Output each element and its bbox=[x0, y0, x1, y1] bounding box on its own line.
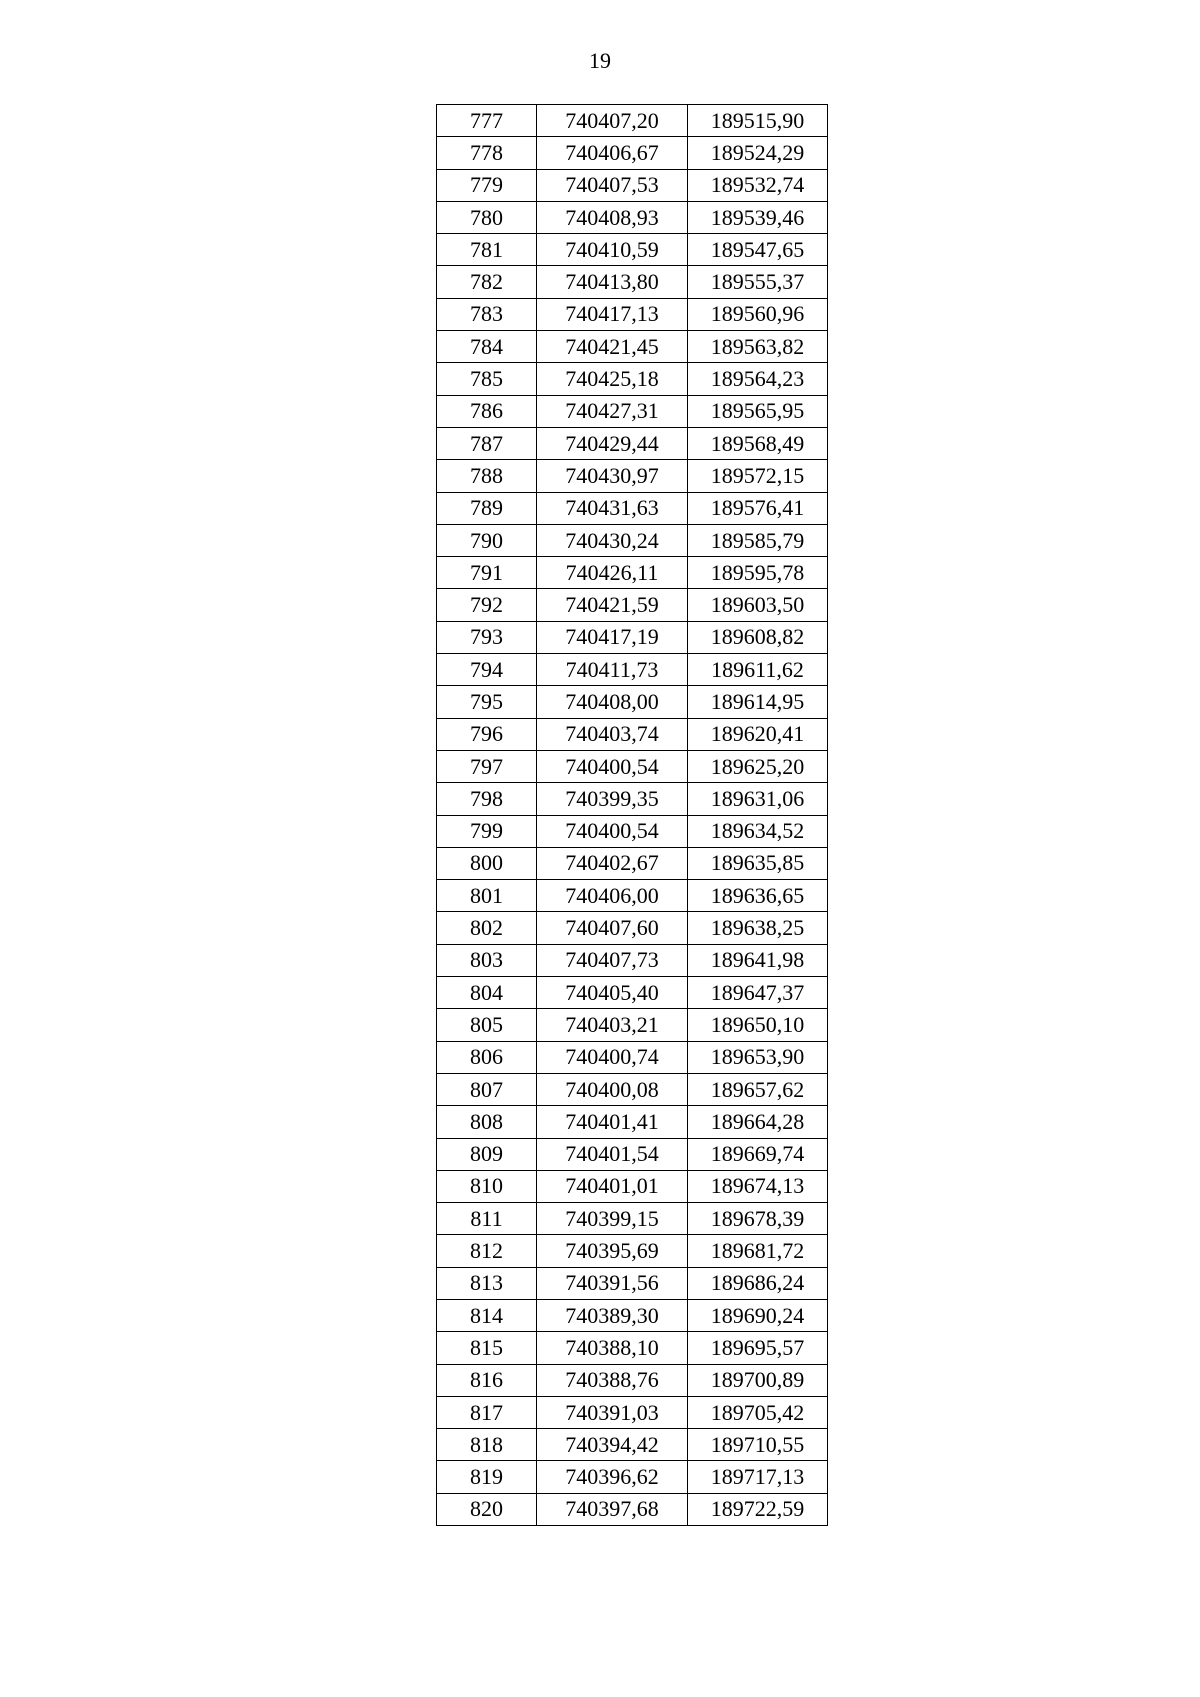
table-row bbox=[437, 427, 828, 459]
table-row bbox=[437, 1041, 828, 1073]
x-coordinate-cell: 740407,53 bbox=[537, 169, 688, 201]
y-coordinate-cell: 189568,49 bbox=[688, 427, 828, 459]
coordinates-table-body bbox=[437, 105, 828, 1526]
table-row bbox=[437, 1106, 828, 1138]
x-coordinate-cell: 740407,73 bbox=[537, 944, 688, 976]
point-number-cell: 812 bbox=[437, 1235, 537, 1267]
y-coordinate-cell: 189700,89 bbox=[688, 1364, 828, 1396]
y-coordinate-cell: 189631,06 bbox=[688, 783, 828, 815]
table-row bbox=[437, 1461, 828, 1493]
y-coordinate-cell: 189547,65 bbox=[688, 234, 828, 266]
x-coordinate-cell: 740389,30 bbox=[537, 1299, 688, 1331]
x-coordinate-cell: 740417,19 bbox=[537, 621, 688, 653]
y-coordinate-cell: 189710,55 bbox=[688, 1429, 828, 1461]
table-row bbox=[437, 105, 828, 137]
y-coordinate-cell: 189539,46 bbox=[688, 201, 828, 233]
x-coordinate-cell: 740406,67 bbox=[537, 137, 688, 169]
y-coordinate-cell: 189576,41 bbox=[688, 492, 828, 524]
x-coordinate-cell: 740401,54 bbox=[537, 1138, 688, 1170]
point-number-cell: 805 bbox=[437, 1009, 537, 1041]
point-number-cell: 820 bbox=[437, 1493, 537, 1525]
point-number-cell: 789 bbox=[437, 492, 537, 524]
y-coordinate-cell: 189641,98 bbox=[688, 944, 828, 976]
y-coordinate-cell: 189717,13 bbox=[688, 1461, 828, 1493]
x-coordinate-cell: 740413,80 bbox=[537, 266, 688, 298]
point-number-cell: 788 bbox=[437, 460, 537, 492]
table-row bbox=[437, 1073, 828, 1105]
x-coordinate-cell: 740401,41 bbox=[537, 1106, 688, 1138]
table-row bbox=[437, 815, 828, 847]
table-row bbox=[437, 880, 828, 912]
x-coordinate-cell: 740403,21 bbox=[537, 1009, 688, 1041]
point-number-cell: 796 bbox=[437, 718, 537, 750]
table-row bbox=[437, 234, 828, 266]
y-coordinate-cell: 189695,57 bbox=[688, 1332, 828, 1364]
x-coordinate-cell: 740396,62 bbox=[537, 1461, 688, 1493]
x-coordinate-cell: 740399,35 bbox=[537, 783, 688, 815]
point-number-cell: 792 bbox=[437, 589, 537, 621]
point-number-cell: 793 bbox=[437, 621, 537, 653]
y-coordinate-cell: 189585,79 bbox=[688, 524, 828, 556]
point-number-cell: 786 bbox=[437, 395, 537, 427]
x-coordinate-cell: 740391,03 bbox=[537, 1396, 688, 1428]
point-number-cell: 809 bbox=[437, 1138, 537, 1170]
point-number-cell: 816 bbox=[437, 1364, 537, 1396]
table-row bbox=[437, 1364, 828, 1396]
table-row bbox=[437, 1203, 828, 1235]
y-coordinate-cell: 189674,13 bbox=[688, 1170, 828, 1202]
y-coordinate-cell: 189515,90 bbox=[688, 105, 828, 137]
x-coordinate-cell: 740403,74 bbox=[537, 718, 688, 750]
table-row bbox=[437, 363, 828, 395]
table-row bbox=[437, 1267, 828, 1299]
point-number-cell: 803 bbox=[437, 944, 537, 976]
y-coordinate-cell: 189608,82 bbox=[688, 621, 828, 653]
point-number-cell: 799 bbox=[437, 815, 537, 847]
point-number-cell: 801 bbox=[437, 880, 537, 912]
x-coordinate-cell: 740397,68 bbox=[537, 1493, 688, 1525]
point-number-cell: 785 bbox=[437, 363, 537, 395]
y-coordinate-cell: 189722,59 bbox=[688, 1493, 828, 1525]
x-coordinate-cell: 740429,44 bbox=[537, 427, 688, 459]
y-coordinate-cell: 189611,62 bbox=[688, 654, 828, 686]
x-coordinate-cell: 740402,67 bbox=[537, 847, 688, 879]
point-number-cell: 814 bbox=[437, 1299, 537, 1331]
table-row bbox=[437, 912, 828, 944]
point-number-cell: 798 bbox=[437, 783, 537, 815]
x-coordinate-cell: 740430,24 bbox=[537, 524, 688, 556]
y-coordinate-cell: 189657,62 bbox=[688, 1073, 828, 1105]
x-coordinate-cell: 740394,42 bbox=[537, 1429, 688, 1461]
x-coordinate-cell: 740407,20 bbox=[537, 105, 688, 137]
table-row bbox=[437, 1332, 828, 1364]
x-coordinate-cell: 740425,18 bbox=[537, 363, 688, 395]
table-row bbox=[437, 589, 828, 621]
point-number-cell: 795 bbox=[437, 686, 537, 718]
x-coordinate-cell: 740426,11 bbox=[537, 557, 688, 589]
point-number-cell: 791 bbox=[437, 557, 537, 589]
x-coordinate-cell: 740427,31 bbox=[537, 395, 688, 427]
point-number-cell: 808 bbox=[437, 1106, 537, 1138]
y-coordinate-cell: 189532,74 bbox=[688, 169, 828, 201]
table-row bbox=[437, 524, 828, 556]
point-number-cell: 811 bbox=[437, 1203, 537, 1235]
point-number-cell: 777 bbox=[437, 105, 537, 137]
y-coordinate-cell: 189625,20 bbox=[688, 750, 828, 782]
table-row bbox=[437, 557, 828, 589]
y-coordinate-cell: 189603,50 bbox=[688, 589, 828, 621]
table-row bbox=[437, 1138, 828, 1170]
coordinates-table bbox=[436, 104, 828, 1526]
point-number-cell: 817 bbox=[437, 1396, 537, 1428]
table-row bbox=[437, 977, 828, 1009]
y-coordinate-cell: 189564,23 bbox=[688, 363, 828, 395]
table-row bbox=[437, 331, 828, 363]
table-row bbox=[437, 395, 828, 427]
x-coordinate-cell: 740430,97 bbox=[537, 460, 688, 492]
point-number-cell: 802 bbox=[437, 912, 537, 944]
y-coordinate-cell: 189650,10 bbox=[688, 1009, 828, 1041]
point-number-cell: 779 bbox=[437, 169, 537, 201]
y-coordinate-cell: 189565,95 bbox=[688, 395, 828, 427]
y-coordinate-cell: 189705,42 bbox=[688, 1396, 828, 1428]
point-number-cell: 787 bbox=[437, 427, 537, 459]
table-row bbox=[437, 298, 828, 330]
y-coordinate-cell: 189620,41 bbox=[688, 718, 828, 750]
x-coordinate-cell: 740400,54 bbox=[537, 815, 688, 847]
y-coordinate-cell: 189572,15 bbox=[688, 460, 828, 492]
point-number-cell: 790 bbox=[437, 524, 537, 556]
table-row bbox=[437, 1396, 828, 1428]
x-coordinate-cell: 740421,45 bbox=[537, 331, 688, 363]
y-coordinate-cell: 189686,24 bbox=[688, 1267, 828, 1299]
table-row bbox=[437, 1235, 828, 1267]
x-coordinate-cell: 740417,13 bbox=[537, 298, 688, 330]
x-coordinate-cell: 740395,69 bbox=[537, 1235, 688, 1267]
y-coordinate-cell: 189524,29 bbox=[688, 137, 828, 169]
x-coordinate-cell: 740401,01 bbox=[537, 1170, 688, 1202]
y-coordinate-cell: 189634,52 bbox=[688, 815, 828, 847]
point-number-cell: 815 bbox=[437, 1332, 537, 1364]
table-row bbox=[437, 460, 828, 492]
table-row bbox=[437, 1170, 828, 1202]
point-number-cell: 778 bbox=[437, 137, 537, 169]
x-coordinate-cell: 740408,93 bbox=[537, 201, 688, 233]
page-number: 19 bbox=[589, 48, 611, 73]
table-row bbox=[437, 944, 828, 976]
point-number-cell: 804 bbox=[437, 977, 537, 1009]
x-coordinate-cell: 740400,74 bbox=[537, 1041, 688, 1073]
table-row bbox=[437, 847, 828, 879]
table-row bbox=[437, 1009, 828, 1041]
y-coordinate-cell: 189555,37 bbox=[688, 266, 828, 298]
x-coordinate-cell: 740388,76 bbox=[537, 1364, 688, 1396]
y-coordinate-cell: 189638,25 bbox=[688, 912, 828, 944]
table-row bbox=[437, 492, 828, 524]
y-coordinate-cell: 189595,78 bbox=[688, 557, 828, 589]
table-row bbox=[437, 750, 828, 782]
table-row bbox=[437, 201, 828, 233]
table-row bbox=[437, 137, 828, 169]
y-coordinate-cell: 189614,95 bbox=[688, 686, 828, 718]
y-coordinate-cell: 189560,96 bbox=[688, 298, 828, 330]
point-number-cell: 806 bbox=[437, 1041, 537, 1073]
table-row bbox=[437, 718, 828, 750]
y-coordinate-cell: 189669,74 bbox=[688, 1138, 828, 1170]
point-number-cell: 819 bbox=[437, 1461, 537, 1493]
point-number-cell: 784 bbox=[437, 331, 537, 363]
table-row bbox=[437, 1429, 828, 1461]
x-coordinate-cell: 740405,40 bbox=[537, 977, 688, 1009]
y-coordinate-cell: 189636,65 bbox=[688, 880, 828, 912]
y-coordinate-cell: 189635,85 bbox=[688, 847, 828, 879]
point-number-cell: 781 bbox=[437, 234, 537, 266]
point-number-cell: 794 bbox=[437, 654, 537, 686]
x-coordinate-cell: 740391,56 bbox=[537, 1267, 688, 1299]
y-coordinate-cell: 189664,28 bbox=[688, 1106, 828, 1138]
x-coordinate-cell: 740399,15 bbox=[537, 1203, 688, 1235]
x-coordinate-cell: 740421,59 bbox=[537, 589, 688, 621]
point-number-cell: 800 bbox=[437, 847, 537, 879]
x-coordinate-cell: 740410,59 bbox=[537, 234, 688, 266]
table-row bbox=[437, 686, 828, 718]
table-row bbox=[437, 169, 828, 201]
y-coordinate-cell: 189653,90 bbox=[688, 1041, 828, 1073]
point-number-cell: 797 bbox=[437, 750, 537, 782]
point-number-cell: 783 bbox=[437, 298, 537, 330]
y-coordinate-cell: 189647,37 bbox=[688, 977, 828, 1009]
point-number-cell: 782 bbox=[437, 266, 537, 298]
table-row bbox=[437, 1493, 828, 1525]
y-coordinate-cell: 189690,24 bbox=[688, 1299, 828, 1331]
x-coordinate-cell: 740411,73 bbox=[537, 654, 688, 686]
point-number-cell: 818 bbox=[437, 1429, 537, 1461]
table-row bbox=[437, 621, 828, 653]
point-number-cell: 780 bbox=[437, 201, 537, 233]
y-coordinate-cell: 189681,72 bbox=[688, 1235, 828, 1267]
table-row bbox=[437, 783, 828, 815]
point-number-cell: 813 bbox=[437, 1267, 537, 1299]
point-number-cell: 810 bbox=[437, 1170, 537, 1202]
table-row bbox=[437, 1299, 828, 1331]
x-coordinate-cell: 740407,60 bbox=[537, 912, 688, 944]
x-coordinate-cell: 740400,08 bbox=[537, 1073, 688, 1105]
x-coordinate-cell: 740400,54 bbox=[537, 750, 688, 782]
point-number-cell: 807 bbox=[437, 1073, 537, 1105]
y-coordinate-cell: 189678,39 bbox=[688, 1203, 828, 1235]
table-row bbox=[437, 654, 828, 686]
y-coordinate-cell: 189563,82 bbox=[688, 331, 828, 363]
table-row bbox=[437, 266, 828, 298]
x-coordinate-cell: 740388,10 bbox=[537, 1332, 688, 1364]
x-coordinate-cell: 740431,63 bbox=[537, 492, 688, 524]
x-coordinate-cell: 740408,00 bbox=[537, 686, 688, 718]
x-coordinate-cell: 740406,00 bbox=[537, 880, 688, 912]
